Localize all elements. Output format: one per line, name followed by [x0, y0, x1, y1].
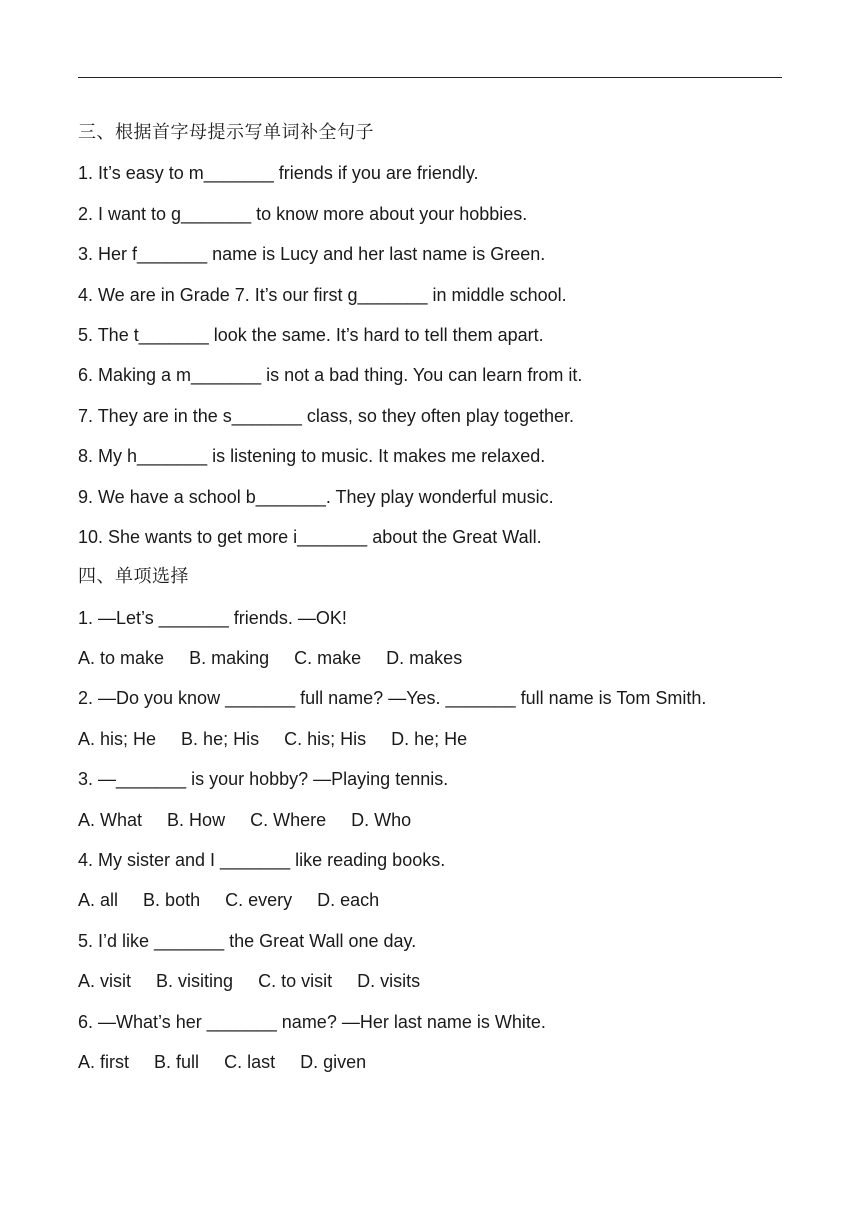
question-1-option-a: A. to make	[78, 648, 165, 669]
fill-in-item-10: 10. She wants to get more i_______ about the Great Wall.	[78, 526, 542, 547]
question-6-options	[78, 1042, 782, 1082]
fill-in-item-3: 3. Her f_______ name is Lucy and her last name is Green.	[78, 244, 546, 265]
question-4-option-a: A. all	[78, 890, 119, 911]
question-1-stem: 1. —Let’s _______ friends. —OK!	[78, 607, 347, 628]
question-3-option-b: B. How	[167, 809, 226, 830]
question-1-option-c: C. make	[294, 648, 362, 669]
question-3-options	[78, 800, 782, 840]
question-5-options	[78, 961, 782, 1001]
question-6-option-b: B. full	[154, 1051, 200, 1072]
question-3-option-a: A. What	[78, 809, 143, 830]
question-4-options	[78, 880, 782, 920]
fill-in-item-2: 2. I want to g_______ to know more about your hobbies.	[78, 203, 528, 224]
question-5-option-b: B. visiting	[156, 971, 234, 992]
question-1-option-d: D. makes	[386, 648, 463, 669]
question-2-option-c: C. his; His	[284, 728, 367, 749]
section-3-heading: 三、根据首字母提示写单词补全句子	[78, 122, 374, 143]
question-6-stem: 6. —What’s her _______ name? —Her last name is White.	[78, 1011, 546, 1032]
fill-in-item-5: 5. The t_______ look the same. It’s hard to tell them apart.	[78, 324, 544, 345]
question-5-option-c: C. to visit	[258, 971, 333, 992]
question-6-option-c: C. last	[224, 1051, 276, 1072]
question-5-stem: 5. I’d like _______ the Great Wall one day.	[78, 930, 417, 951]
question-4-option-b: B. both	[143, 890, 201, 911]
fill-in-item-1: 1. It’s easy to m_______ friends if you are friendly.	[78, 163, 479, 184]
question-4-option-c: C. every	[225, 890, 293, 911]
fill-in-item-6: 6. Making a m_______ is not a bad thing. You can learn from it.	[78, 365, 583, 386]
question-6-option-a: A. first	[78, 1051, 130, 1072]
question-6-option-d: D. given	[300, 1051, 367, 1072]
question-2-option-a: A. his; He	[78, 728, 157, 749]
question-2-option-b: B. he; His	[181, 728, 260, 749]
question-2-stem: 2. —Do you know _______ full name? —Yes. _______ full name is Tom Smith.	[78, 688, 707, 709]
question-2-option-d: D. he; He	[391, 728, 468, 749]
header-rule	[78, 77, 782, 78]
question-2-options	[78, 719, 782, 759]
section-4-heading: 四、单项选择	[78, 566, 189, 588]
fill-in-item-8: 8. My h_______ is listening to music. It makes me relaxed.	[78, 446, 546, 467]
question-1-option-b: B. making	[189, 648, 270, 669]
question-5-option-d: D. visits	[357, 971, 421, 992]
fill-in-item-7: 7. They are in the s_______ class, so they often play together.	[78, 405, 574, 426]
document-content	[78, 113, 782, 1082]
question-4-stem: 4. My sister and I _______ like reading books.	[78, 850, 446, 871]
fill-in-item-9: 9. We have a school b_______. They play wonderful music.	[78, 486, 554, 507]
question-3-stem: 3. —_______ is your hobby? —Playing tennis.	[78, 769, 449, 790]
question-4-option-d: D. each	[317, 890, 380, 911]
question-5-option-a: A. visit	[78, 971, 132, 992]
question-3-option-c: C. Where	[250, 809, 327, 830]
question-1-options	[78, 638, 782, 678]
question-3-option-d: D. Who	[351, 809, 412, 830]
fill-in-item-4: 4. We are in Grade 7. It’s our first g_______ in middle school.	[78, 284, 567, 305]
